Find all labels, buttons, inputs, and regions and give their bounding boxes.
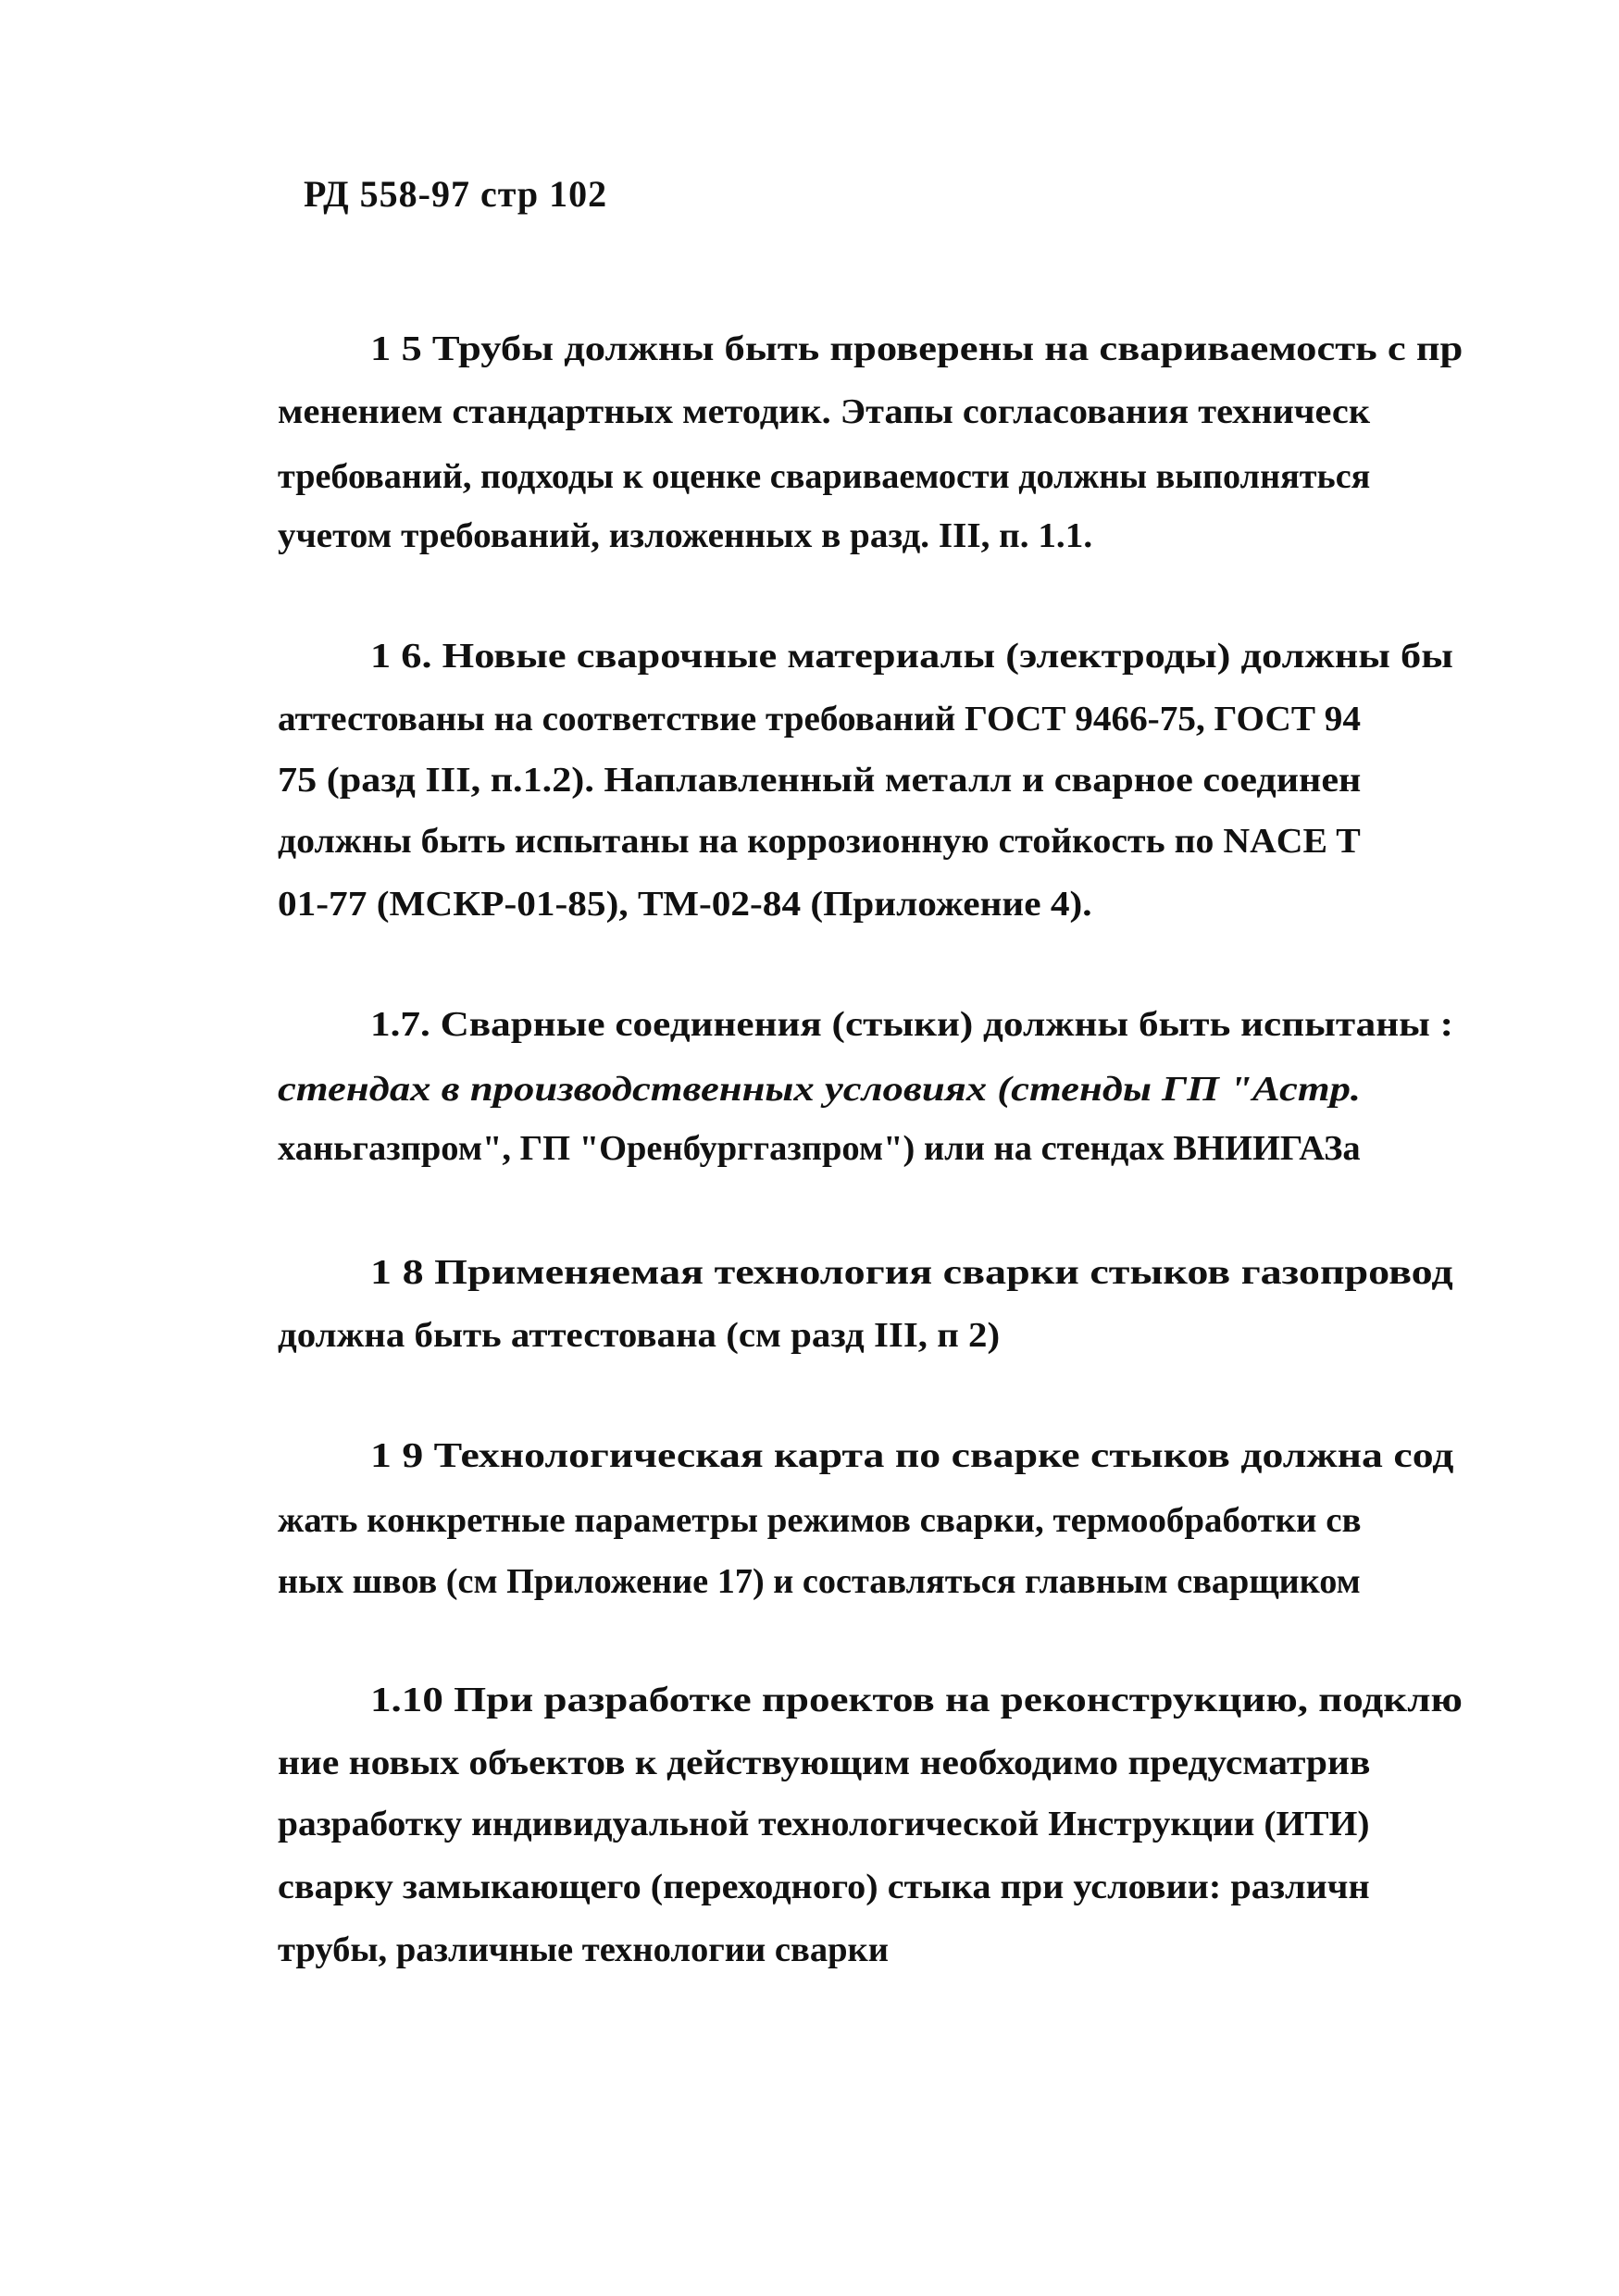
paragraph-line: 1.10 При разработке проектов на реконструкцию, подклю xyxy=(370,1681,1463,1719)
paragraph-line: ние новых объектов к действующим необходимо предусматрив xyxy=(278,1744,1371,1782)
paragraph-line: должна быть аттестована (см разд III, п 2) xyxy=(278,1316,1001,1355)
paragraph-line: 01-77 (МСКР-01-85), ТМ-02-84 (Приложение 4). xyxy=(278,885,1092,924)
paragraph-line: 1 5 Трубы должны быть проверены на свариваемость с пр xyxy=(370,329,1463,368)
paragraph-line: сварку замыкающего (переходного) стыка при условии: различн xyxy=(278,1868,1370,1906)
paragraph-line: ных швов (см Приложение 17) и составляться главным сварщиком xyxy=(278,1562,1361,1601)
paragraph-line: учетом требований, изложенных в разд. III, п. 1.1. xyxy=(278,516,1093,555)
paragraph-line: стендах в производственных условиях (стенды ГП "Астр. xyxy=(278,1070,1362,1109)
paragraph-line: менением стандартных методик. Этапы согласования техническ xyxy=(278,392,1371,431)
paragraph-line: должны быть испытаны на коррозионную стойкость по NACE T xyxy=(278,822,1361,861)
page-header: РД 558-97 стр 102 xyxy=(304,173,608,215)
paragraph-line: ханьгазпром", ГП "Оренбурггазпром") или на стендах ВНИИГАЗа xyxy=(278,1129,1361,1168)
paragraph-line: жать конкретные параметры режимов сварки, термообработки св xyxy=(278,1501,1362,1540)
paragraph-line: 75 (разд III, п.1.2). Наплавленный металл и сварное соединен xyxy=(278,761,1362,800)
paragraph-line: 1 9 Технологическая карта по сварке стыков должна сод xyxy=(370,1436,1454,1475)
paragraph-line: 1 6. Новые сварочные материалы (электроды) должны бы xyxy=(370,637,1453,676)
paragraph-line: требований, подходы к оценке свариваемости должны выполняться xyxy=(278,457,1371,496)
paragraph-line: разработку индивидуальной технологической Инструкции (ИТИ) xyxy=(278,1805,1370,1843)
paragraph-line: 1.7. Сварные соединения (стыки) должны быть испытаны : xyxy=(370,1005,1454,1044)
paragraph-line: трубы, различные технологии сварки xyxy=(278,1930,890,1969)
paragraph-line: 1 8 Применяемая технология сварки стыков газопровод xyxy=(370,1253,1453,1292)
paragraph-line: аттестованы на соответствие требований ГОСТ 9466-75, ГОСТ 94 xyxy=(278,700,1362,738)
